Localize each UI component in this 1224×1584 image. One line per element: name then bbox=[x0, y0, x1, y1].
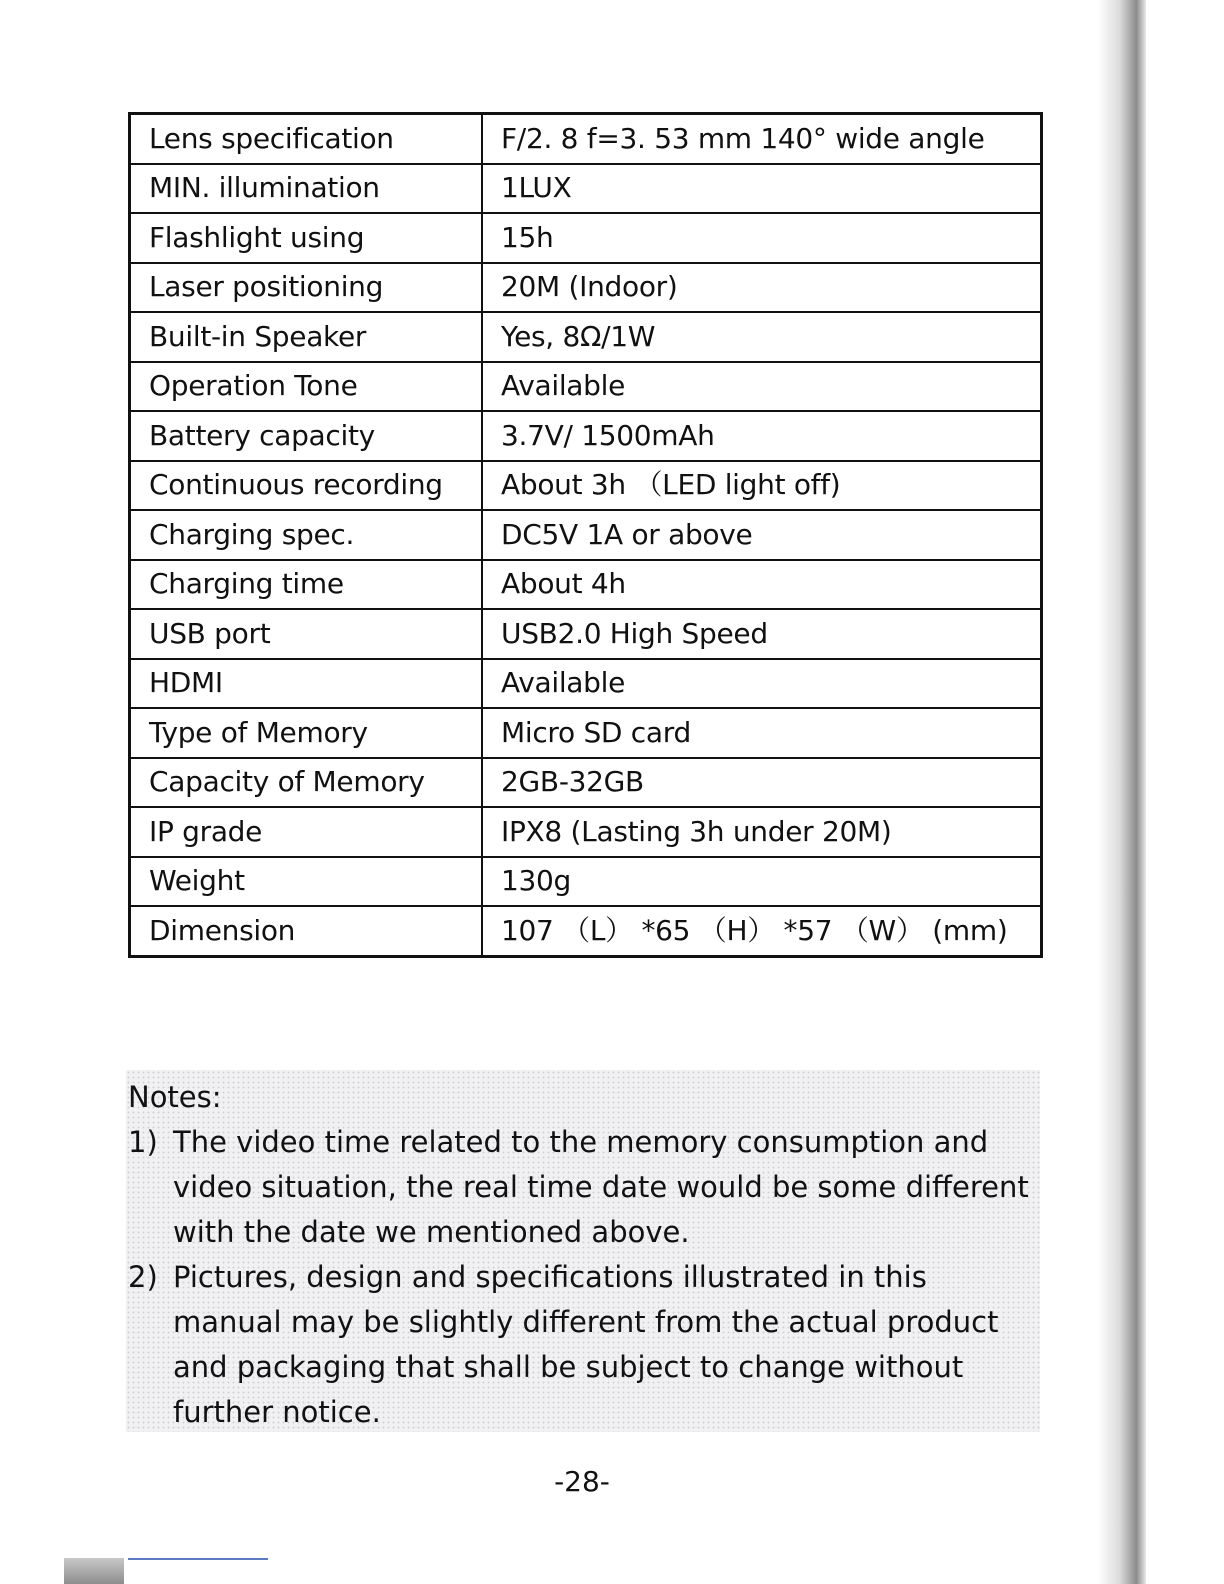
spec-value: Available bbox=[482, 362, 1042, 412]
book-spine-shadow bbox=[1098, 0, 1146, 1584]
spec-label: Operation Tone bbox=[130, 362, 483, 412]
table-row bbox=[130, 213, 1042, 263]
spec-value: 130g bbox=[482, 857, 1042, 907]
table-row bbox=[130, 510, 1042, 560]
notes-section bbox=[126, 1070, 1040, 1432]
table-row bbox=[130, 758, 1042, 808]
spec-label: Capacity of Memory bbox=[130, 758, 483, 808]
table-row bbox=[130, 362, 1042, 412]
spec-value: IPX8 (Lasting 3h under 20M) bbox=[482, 807, 1042, 857]
spec-label: MIN. illumination bbox=[130, 164, 483, 214]
spec-value: 107 （L） *65 （H） *57 （W） (mm) bbox=[482, 906, 1042, 956]
spec-value: F/2. 8 f=3. 53 mm 140° wide angle bbox=[482, 114, 1042, 164]
spec-value: Yes, 8Ω/1W bbox=[482, 312, 1042, 362]
table-row bbox=[130, 708, 1042, 758]
table-row bbox=[130, 114, 1042, 164]
note-item bbox=[126, 1255, 1042, 1435]
spec-label: IP grade bbox=[130, 807, 483, 857]
table-row bbox=[130, 312, 1042, 362]
note-item bbox=[126, 1120, 1042, 1255]
table-row bbox=[130, 461, 1042, 511]
note-number: 2) bbox=[128, 1260, 158, 1294]
table-row bbox=[130, 807, 1042, 857]
spec-label: Weight bbox=[130, 857, 483, 907]
note-text: Pictures, design and specifications illustrated in this manual may be slightly different from the actual product and packaging that shall be subject to change without further notice. bbox=[173, 1260, 999, 1429]
table-row bbox=[130, 906, 1042, 956]
spec-value: Micro SD card bbox=[482, 708, 1042, 758]
spec-label: USB port bbox=[130, 609, 483, 659]
note-text: The video time related to the memory consumption and video situation, the real time date would be some different with the date we mentioned above. bbox=[173, 1125, 1029, 1249]
spec-label: Charging spec. bbox=[130, 510, 483, 560]
table-row bbox=[130, 659, 1042, 709]
spec-label: Continuous recording bbox=[130, 461, 483, 511]
note-number: 1) bbox=[128, 1125, 158, 1159]
table-row bbox=[130, 263, 1042, 313]
scan-artifact-line bbox=[128, 1558, 268, 1560]
spec-label: Battery capacity bbox=[130, 411, 483, 461]
spec-value: About 4h bbox=[482, 560, 1042, 610]
spec-value: DC5V 1A or above bbox=[482, 510, 1042, 560]
table-row bbox=[130, 609, 1042, 659]
table-row bbox=[130, 411, 1042, 461]
spec-label: Charging time bbox=[130, 560, 483, 610]
spec-label: Laser positioning bbox=[130, 263, 483, 313]
specification-table-body bbox=[130, 114, 1042, 957]
spec-value: 20M (Indoor) bbox=[482, 263, 1042, 313]
table-row bbox=[130, 164, 1042, 214]
spec-value: Available bbox=[482, 659, 1042, 709]
spec-label: Type of Memory bbox=[130, 708, 483, 758]
spec-label: Flashlight using bbox=[130, 213, 483, 263]
scan-artifact bbox=[64, 1558, 124, 1584]
spec-value: 3.7V/ 1500mAh bbox=[482, 411, 1042, 461]
spec-value: 2GB-32GB bbox=[482, 758, 1042, 808]
table-row bbox=[130, 857, 1042, 907]
spec-value: 15h bbox=[482, 213, 1042, 263]
page-number: -28- bbox=[554, 1465, 610, 1498]
table-row bbox=[130, 560, 1042, 610]
spec-label: HDMI bbox=[130, 659, 483, 709]
spec-label: Built-in Speaker bbox=[130, 312, 483, 362]
spec-value: 1LUX bbox=[482, 164, 1042, 214]
scan-margin bbox=[1146, 0, 1224, 1584]
spec-label: Lens specification bbox=[130, 114, 483, 164]
specification-table bbox=[128, 112, 1043, 958]
spec-label: Dimension bbox=[130, 906, 483, 956]
notes-title: Notes: bbox=[128, 1080, 222, 1114]
spec-value: About 3h （LED light off) bbox=[482, 461, 1042, 511]
spec-value: USB2.0 High Speed bbox=[482, 609, 1042, 659]
